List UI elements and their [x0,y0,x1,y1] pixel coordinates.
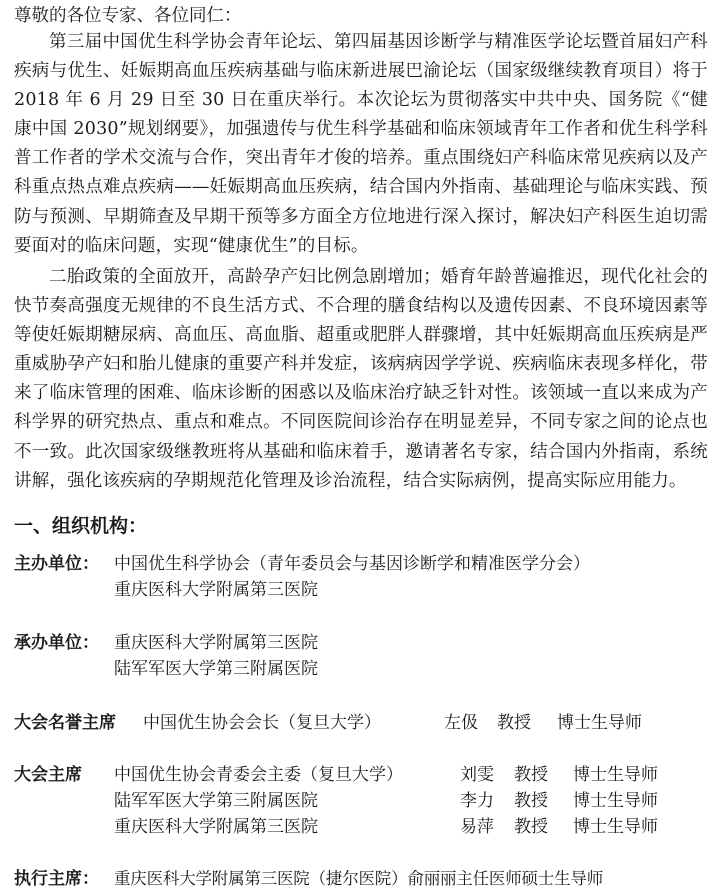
greeting: 尊敬的各位专家、各位同仁： [14,6,242,26]
organizer-line-2: 重庆医科大学附属第三医院 [114,580,318,600]
chair-org: 重庆医科大学附属第三医院 [114,817,318,837]
chair-degree: 博士生导师 [573,817,658,837]
honorary-chair-label: 大会名誉主席 [14,713,116,733]
section-heading: 一、组织机构： [14,515,148,537]
honorary-chair-title: 教授 [497,713,531,733]
chair-name: 刘雯 [460,765,494,785]
paragraph-background: 二胎政策的全面放开，高龄孕产妇比例急剧增加；婚育年龄普遍推迟，现代化社会的快节奏高强度无规律的不良生活方式、不合理的膳食结构以及遗传因素、不良环境因素等等使妊娠期糖尿病、高血压、高血脂、超重或肥胖人群骤增，其中妊娠期高血压疾病是严重威胁孕产妇和胎儿健康的重要产科并发症，该病病因学学说、疾病临床表现多样化，带来了临床管理的困难、临床诊断的困惑以及临床治疗缺乏针对性。该领域一直以来成为产科学界的研究热点、重点和难点。不同医院间诊治存在明显差异，不同专家之间的论点也不一致。此次国家级继教班将从基础和临床着手，邀请著名专家，结合国内外指南，系统讲解，强化该疾病的孕期规范化管理及诊治流程，结合实际病例，提高实际应用能力。 [14,267,708,491]
chair-org: 中国优生协会青委会主委（复旦大学） [114,765,403,785]
honorary-chair-name: 左伋 [444,713,478,733]
honorary-chair-degree: 博士生导师 [557,713,642,733]
chair-degree: 博士生导师 [573,765,658,785]
executive-chair-text: 重庆医科大学附属第三医院（捷尔医院）俞丽丽主任医师硕士生导师 [114,869,604,888]
co-organizer-line-1: 重庆医科大学附属第三医院 [114,633,318,653]
co-organizer-label: 承办单位： [14,633,99,653]
chair-degree: 博士生导师 [573,791,658,811]
organizer-label: 主办单位： [14,554,99,574]
executive-chair-label: 执行主席： [14,869,99,889]
honorary-chair-org: 中国优生协会会长（复旦大学） [143,713,381,733]
co-organizer-line-2: 陆军军医大学第三附属医院 [114,659,318,679]
chair-title: 教授 [514,765,548,785]
chair-title: 教授 [514,791,548,811]
chair-name: 李力 [460,791,494,811]
chair-title: 教授 [514,817,548,837]
chair-org: 陆军军医大学第三附属医院 [114,791,318,811]
chair-name: 易萍 [460,817,494,837]
chairs-label: 大会主席 [14,765,82,785]
organizer-line-1: 中国优生科学协会（青年委员会与基因诊断学和精准医学分会） [114,554,590,574]
paragraph-intro: 第三届中国优生科学协会青年论坛、第四届基因诊断学与精准医学论坛暨首届妇产科疾病与优生、妊娠期高血压疾病基础与临床新进展巴渝论坛（国家级继续教育项目）将于 2018 年 6 月 29 日至 30 日在重庆举行。本次论坛为贯彻落实中共中央、国务院《“健康中国 2030”规划纲要》，加强遗传与优生科学基础和临床领域青年工作者和优生科学科普工作者的学术交流与合作，突出青年才俊的培养。重点围绕妇产科临床常见疾病以及产科重点热点难点疾病——妊娠期高血压疾病，结合国内外指南、基础理论与临床实践、预防与预测、早期筛查及早期干预等多方面全方位地进行深入探讨，解决妇产科医生迫切需要面对的临床问题，实现“健康优生”的目标。 [14,32,708,256]
